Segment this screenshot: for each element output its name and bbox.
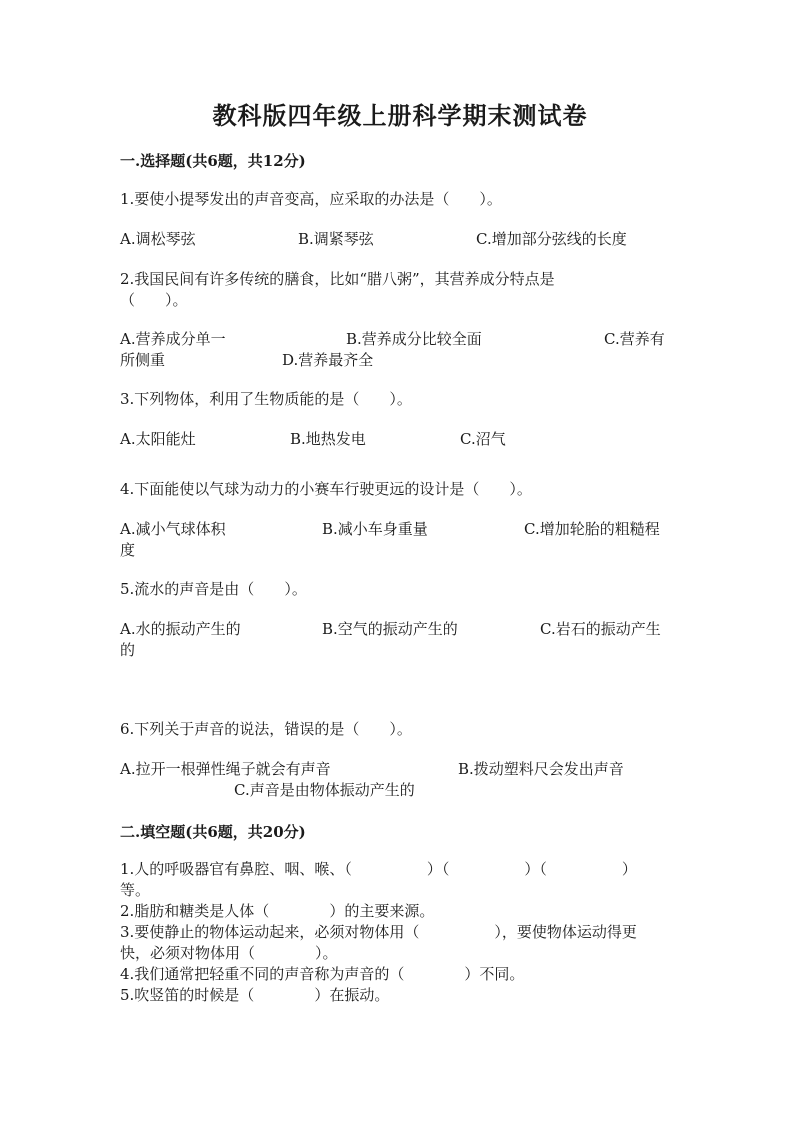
question-2-option-d: D.营养最齐全 bbox=[282, 351, 374, 369]
question-5-option-c-continued: 的 bbox=[120, 641, 136, 659]
question-4-option-c-continued: 度 bbox=[120, 541, 136, 559]
question-3-stem: 3.下列物体，利用了生物质能的是（ ）。 bbox=[120, 390, 412, 408]
question-1-option-b: B.调紧琴弦 bbox=[298, 230, 374, 248]
question-6-stem: 6.下列关于声音的说法，错误的是（ ）。 bbox=[120, 720, 412, 738]
question-5-option-c: C.岩石的振动产生 bbox=[540, 620, 661, 638]
question-4-stem: 4.下面能使以气球为动力的小赛车行驶更远的设计是（ ）。 bbox=[120, 480, 532, 498]
fill-question-line: 3.要使静止的物体运动起来，必须对物体用（ ），要使物体运动得更 bbox=[120, 923, 637, 941]
question-2-option-c: C.营养有 bbox=[604, 330, 665, 348]
question-3-option-a: A.太阳能灶 bbox=[120, 430, 196, 448]
question-1-stem: 1.要使小提琴发出的声音变高，应采取的办法是（ ）。 bbox=[120, 190, 502, 208]
question-4-option-b: B.减小车身重量 bbox=[322, 520, 428, 538]
section-heading-fill-in: 二.填空题(共6题，共20分) bbox=[120, 823, 306, 841]
question-1-option-c: C.增加部分弦线的长度 bbox=[476, 230, 627, 248]
question-6-option-a: A.拉开一根弹性绳子就会有声音 bbox=[120, 760, 331, 778]
question-2-stem-line1: 2.我国民间有许多传统的膳食，比如“腊八粥”，其营养成分特点是 bbox=[120, 270, 555, 288]
question-1-option-a: A.调松琴弦 bbox=[120, 230, 196, 248]
question-3-option-b: B.地热发电 bbox=[290, 430, 366, 448]
question-4-option-c: C.增加轮胎的粗糙程 bbox=[524, 520, 660, 538]
question-6-option-b: B.拨动塑料尺会发出声音 bbox=[458, 760, 624, 778]
question-3-option-c: C.沼气 bbox=[460, 430, 506, 448]
question-5-option-a: A.水的振动产生的 bbox=[120, 620, 241, 638]
fill-question-line: 1.人的呼吸器官有鼻腔、咽、喉、（ ）（ ）（ ） bbox=[120, 860, 637, 878]
fill-question-line: 2.脂肪和糖类是人体（ ）的主要来源。 bbox=[120, 902, 435, 920]
question-4-option-a: A.减小气球体积 bbox=[120, 520, 226, 538]
question-2-option-b: B.营养成分比较全面 bbox=[346, 330, 482, 348]
question-5-stem: 5.流水的声音是由（ ）。 bbox=[120, 580, 307, 598]
fill-question-line: 等。 bbox=[120, 881, 151, 899]
section-heading-choice: 一.选择题(共6题，共12分) bbox=[120, 152, 306, 170]
page-title: 教科版四年级上册科学期末测试卷 bbox=[212, 101, 588, 130]
fill-question-line: 5.吹竖笛的时候是（ ）在振动。 bbox=[120, 986, 390, 1004]
question-5-option-b: B.空气的振动产生的 bbox=[322, 620, 458, 638]
fill-question-line: 4.我们通常把轻重不同的声音称为声音的（ ）不同。 bbox=[120, 965, 525, 983]
fill-question-line: 快，必须对物体用（ ）。 bbox=[120, 944, 338, 962]
question-6-option-c: C.声音是由物体振动产生的 bbox=[234, 781, 415, 799]
question-2-option-a: A.营养成分单一 bbox=[120, 330, 226, 348]
question-2-option-c-continued: 所侧重 bbox=[120, 351, 166, 369]
question-2-stem-line2: （ ）。 bbox=[120, 291, 188, 309]
